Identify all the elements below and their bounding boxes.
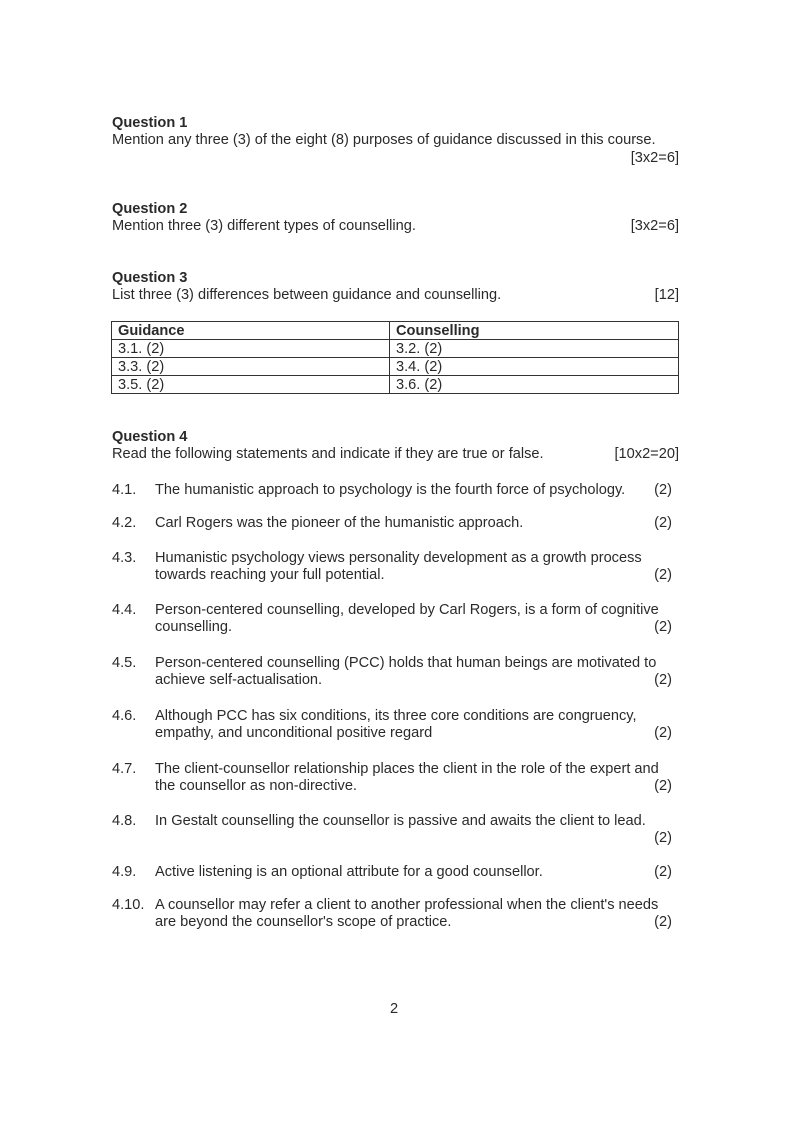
question-3-prompt: List three (3) differences between guidance and counselling. [112,287,502,303]
question-1-prompt: Mention any three (3) of the eight (8) purposes of guidance discussed in this course. [112,132,656,148]
statement-number: 4.5. [112,655,137,671]
statement-text: In Gestalt counselling the counsellor is passive and awaits the client to lead. [155,813,646,829]
guidance-counselling-table [111,321,679,394]
statement-text: empathy, and unconditional positive regard [155,725,433,741]
table-header-row [112,322,679,340]
statement-text: Person-centered counselling (PCC) holds that human beings are motivated to [155,655,657,671]
statement-text: are beyond the counsellor's scope of practice. [155,914,452,930]
table-cell: 3.6. (2) [390,376,679,394]
statement-text: achieve self-actualisation. [155,672,323,688]
question-3-marks: [12] [654,287,679,303]
table-header-counselling: Counselling [390,322,679,340]
table-row [112,340,679,358]
statement-marks: (2) [654,830,672,846]
statement-marks: (2) [654,864,672,880]
question-2-heading: Question 2 [112,201,188,217]
question-2-prompt: Mention three (3) different types of counselling. [112,218,416,234]
table-row [112,376,679,394]
statement-number: 4.2. [112,515,137,531]
page-number: 2 [390,1001,399,1017]
statement-number: 4.7. [112,761,137,777]
statement-text: Humanistic psychology views personality development as a growth process [155,550,642,566]
question-1-heading: Question 1 [112,115,188,131]
statement-marks: (2) [654,619,672,635]
statement-number: 4.10. [112,897,145,913]
table-header-guidance: Guidance [112,322,390,340]
statement-text: The client-counsellor relationship places the client in the role of the expert and [155,761,659,777]
statement-text: The humanistic approach to psychology is the fourth force of psychology. [155,482,626,498]
table-cell: 3.5. (2) [112,376,390,394]
statement-text: Carl Rogers was the pioneer of the humanistic approach. [155,515,524,531]
question-1-marks: [3x2=6] [630,150,679,166]
statement-number: 4.3. [112,550,137,566]
statement-marks: (2) [654,567,672,583]
statement-marks: (2) [654,482,672,498]
statement-text: A counsellor may refer a client to another professional when the client's needs [155,897,659,913]
table-cell: 3.1. (2) [112,340,390,358]
statement-text: Although PCC has six conditions, its three core conditions are congruency, [155,708,637,724]
statement-marks: (2) [654,515,672,531]
question-4-prompt: Read the following statements and indicate if they are true or false. [112,446,544,462]
question-4-marks: [10x2=20] [614,446,679,462]
statement-number: 4.6. [112,708,137,724]
question-3-heading: Question 3 [112,270,188,286]
statement-marks: (2) [654,672,672,688]
table-cell: 3.2. (2) [390,340,679,358]
statement-number: 4.8. [112,813,137,829]
table-cell: 3.3. (2) [112,358,390,376]
table-row [112,358,679,376]
statement-marks: (2) [654,914,672,930]
statement-text: towards reaching your full potential. [155,567,385,583]
statement-marks: (2) [654,725,672,741]
question-2-marks: [3x2=6] [630,218,679,234]
statement-marks: (2) [654,778,672,794]
statement-number: 4.9. [112,864,137,880]
question-4-heading: Question 4 [112,429,188,445]
table-cell: 3.4. (2) [390,358,679,376]
statement-text: Active listening is an optional attribute for a good counsellor. [155,864,543,880]
statement-number: 4.1. [112,482,137,498]
statement-number: 4.4. [112,602,137,618]
statement-text: counselling. [155,619,233,635]
statement-text: Person-centered counselling, developed by Carl Rogers, is a form of cognitive [155,602,659,618]
statement-text: the counsellor as non-directive. [155,778,357,794]
